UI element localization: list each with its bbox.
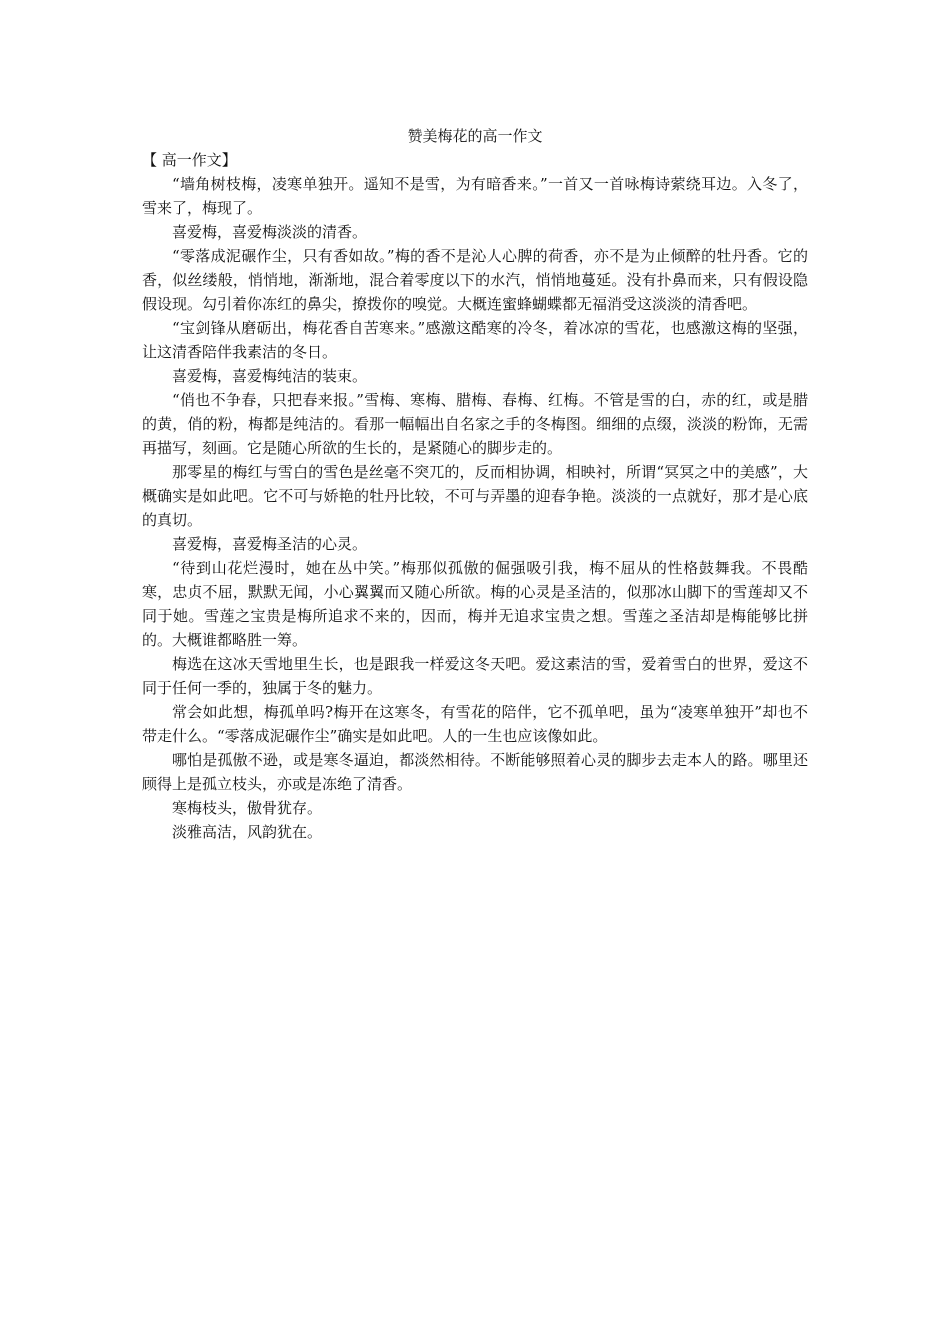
paragraph-12: 哪怕是孤傲不逊，或是寒冬逼迫，都淡然相待。不断能够照着心灵的脚步去走本人的路。哪里还顾得上是孤立枝头，亦或是冻绝了清香。 [142, 751, 808, 793]
paragraph-8: 喜爱梅，喜爱梅圣洁的心灵。 [172, 535, 368, 553]
paragraph-3: “零落成泥碾作尘，只有香如故。”梅的香不是沁人心脾的荷香，亦不是为止倾醉的牡丹香。它的香，似丝缕般，悄悄地，渐渐地，混合着零度以下的水汽，悄悄地蔓延。没有扑鼻而来，只有假设隐假设现。勾引着你冻红的鼻尖，撩拨你的嗅觉。大概连蜜蜂蝴蝶都无福消受这淡淡的清香吧。 [142, 247, 808, 313]
paragraph-2: 喜爱梅，喜爱梅淡淡的清香。 [172, 223, 368, 241]
paragraph-5: 喜爱梅，喜爱梅纯洁的装束。 [172, 367, 368, 385]
paragraph-1: “墙角树枝梅，凌寒单独开。遥知不是雪，为有暗香来。”一首又一首咏梅诗萦绕耳边。入冬了，雪来了，梅现了。 [142, 175, 808, 217]
paragraph-7: 那零星的梅红与雪白的雪色是丝毫不突兀的，反而相协调，相映衬，所谓“冥冥之中的美感”，大概确实是如此吧。它不可与娇艳的牡丹比较，不可与弄墨的迎春争艳。淡淡的一点就好，那才是心底的真切。 [142, 463, 808, 529]
paragraph-4: “宝剑锋从磨砺出，梅花香自苦寒来。”感激这酷寒的冷冬，着冰凉的雪花，也感激这梅的坚强，让这清香陪伴我素洁的冬日。 [142, 319, 808, 361]
paragraph-14: 淡雅高洁，风韵犹在。 [172, 823, 323, 841]
paragraph-10: 梅选在这冰天雪地里生长，也是跟我一样爱这冬天吧。爱这素洁的雪，爱着雪白的世界，爱这不同于任何一季的，独属于冬的魅力。 [142, 655, 808, 697]
paragraph-6: “俏也不争春，只把春来报。”雪梅、寒梅、腊梅、春梅、红梅。不管是雪的白，赤的红，或是腊的黄，俏的粉，梅都是纯洁的。看那一幅幅出自名家之手的冬梅图。细细的点缀，淡淡的粉饰，无需再描写，刻画。它是随心所欲的生长的，是紧随心的脚步走的。 [142, 391, 808, 457]
document-title: 赞美梅花的高一作文 [407, 127, 543, 145]
category-label: 【 高一作文】 [142, 151, 237, 169]
document-page [142, 124, 808, 844]
paragraph-9: “待到山花烂漫时，她在丛中笑。”梅那似孤傲的倔强吸引我，梅不屈从的性格鼓舞我。不畏酷寒，忠贞不屈，默默无闻，小心翼翼而又随心所欲。梅的心灵是圣洁的，似那冰山脚下的雪莲却又不同于她。雪莲之宝贵是梅所追求不来的，因而，梅并无追求宝贵之想。雪莲之圣洁却是梅能够比拼的。大概谁都略胜一筹。 [142, 559, 808, 649]
paragraph-13: 寒梅枝头，傲骨犹存。 [172, 799, 323, 817]
paragraph-11: 常会如此想，梅孤单吗?梅开在这寒冬，有雪花的陪伴，它不孤单吧，虽为“凌寒单独开”却也不带走什么。“零落成泥碾作尘”确实是如此吧。人的一生也应该像如此。 [142, 703, 808, 745]
